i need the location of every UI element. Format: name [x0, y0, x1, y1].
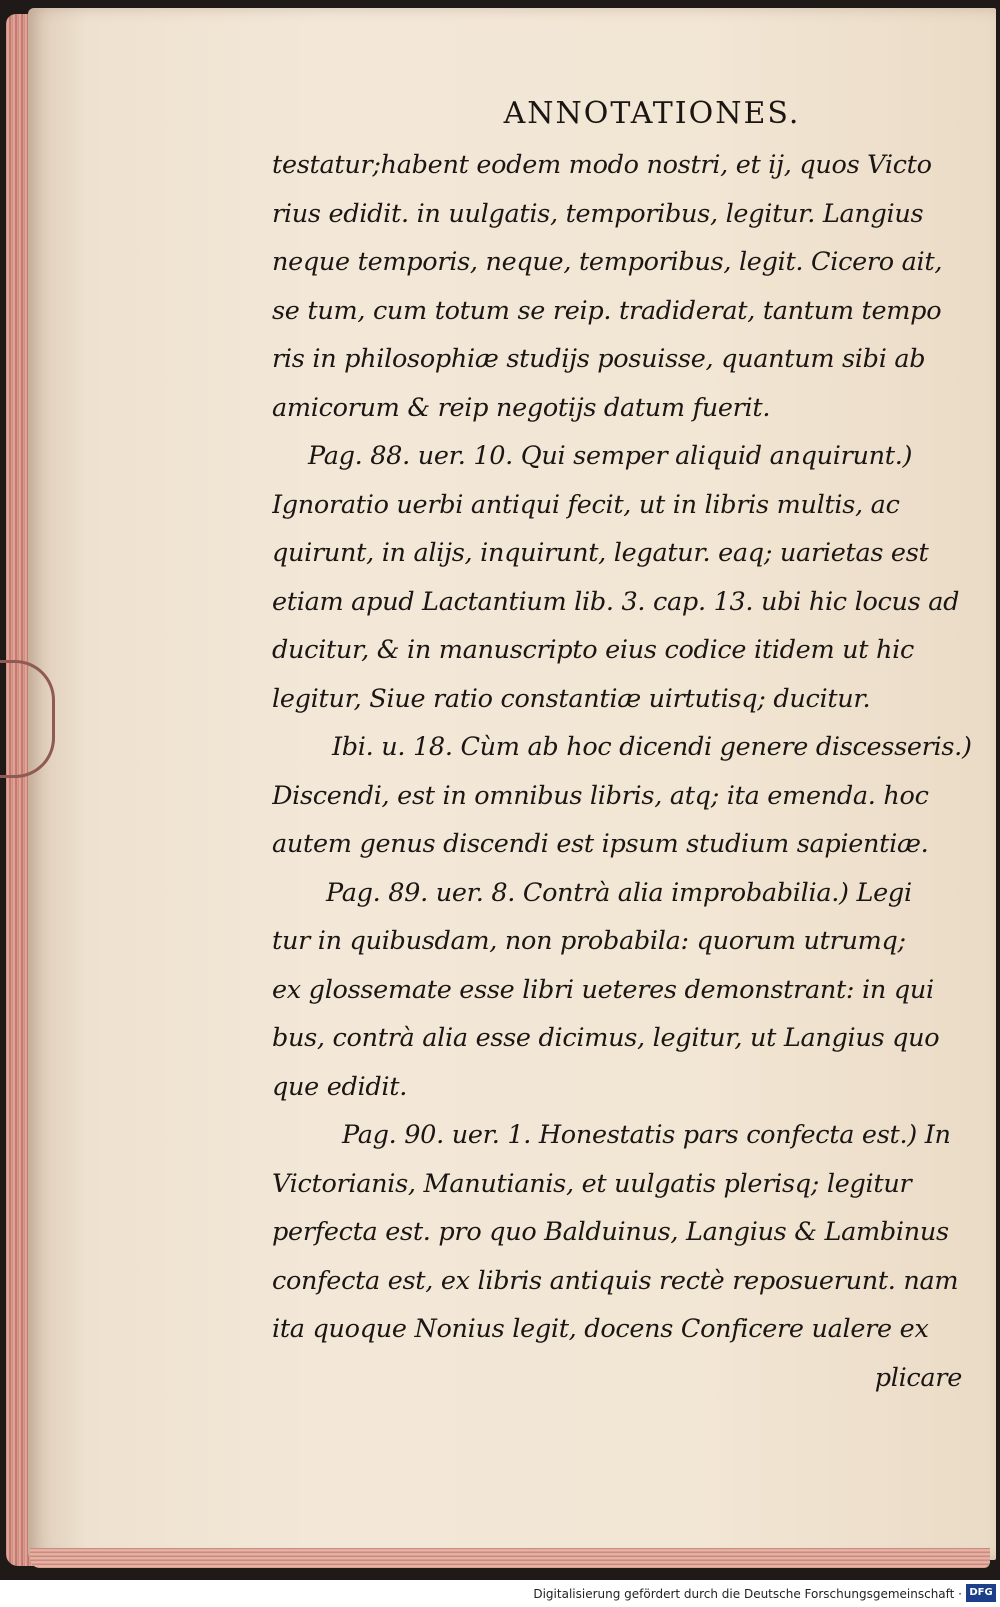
catchword: plicare [874, 1362, 962, 1393]
page-edges-bottom [30, 1548, 990, 1568]
text-line: legitur, Siue ratio constantiæ uirtutisq; ducitur. [272, 683, 871, 714]
text-line: Pag. 88. uer. 10. Qui semper aliquid anquirunt.) [308, 441, 913, 471]
text-line: ita quoque Nonius legit, docens Conficere ualere ex [272, 1314, 929, 1344]
text-line: testatur;habent eodem modo nostri, et ij, quos Victo [272, 150, 932, 180]
text-line: confecta est, ex libris antiquis rectè reposuerunt. nam [272, 1265, 959, 1296]
text-line: se tum, cum totum se reip. tradiderat, tantum tempo [272, 295, 942, 326]
text-line: bus, contrà alia esse dicimus, legitur, ut Langius quo [272, 1023, 940, 1053]
running-header: ANNOTATIONES. [503, 96, 801, 131]
text-line: Ignoratio uerbi antiqui fecit, ut in libris multis, ac [272, 489, 900, 520]
text-line: Pag. 90. uer. 1. Honestatis pars confecta est.) In [342, 1120, 951, 1150]
text-line: rius edidit. in uulgatis, temporibus, legitur. Langius [272, 198, 924, 229]
text-line: ris in philosophiæ studijs posuisse, quantum sibi ab [272, 344, 926, 374]
dfg-logo: DFG [966, 1584, 996, 1602]
text-line: Discendi, est in omnibus libris, atq; ita emenda. hoc [272, 780, 929, 811]
text-line: neque temporis, neque, temporibus, legit. Cicero ait, [272, 247, 943, 277]
text-line: Pag. 89. uer. 8. Contrà alia improbabilia.) Legi [326, 877, 912, 908]
clasp-ring [0, 660, 55, 778]
page-text [272, 96, 972, 1402]
text-line: que edidit. [272, 1071, 408, 1102]
text-line: amicorum & reip negotijs datum fuerit. [272, 392, 771, 423]
text-line: ducitur, & in manuscripto eius codice itidem ut hic [272, 635, 914, 665]
text-line: perfecta est. pro quo Balduinus, Langius & Lambinus [272, 1217, 949, 1247]
digitization-credit: Digitalisierung gefördert durch die Deutsche Forschungsgemeinschaft · [533, 1587, 962, 1601]
text-line: tur in quibusdam, non probabila: quorum utrumq; [272, 926, 906, 956]
text-line: ex glossemate esse libri ueteres demonstrant: in qui [272, 974, 934, 1005]
text-line: quirunt, in alijs, inquirunt, legatur. eaq; uarietas est [272, 538, 929, 568]
text-line: Ibi. u. 18. Cùm ab hoc dicendi genere discesseris.) [332, 732, 972, 762]
text-line: etiam apud Lactantium lib. 3. cap. 13. ubi hic locus ad [272, 586, 960, 617]
text-line: autem genus discendi est ipsum studium sapientiæ. [272, 829, 929, 859]
text-line: Victorianis, Manutianis, et uulgatis plerisq; legitur [272, 1168, 912, 1199]
